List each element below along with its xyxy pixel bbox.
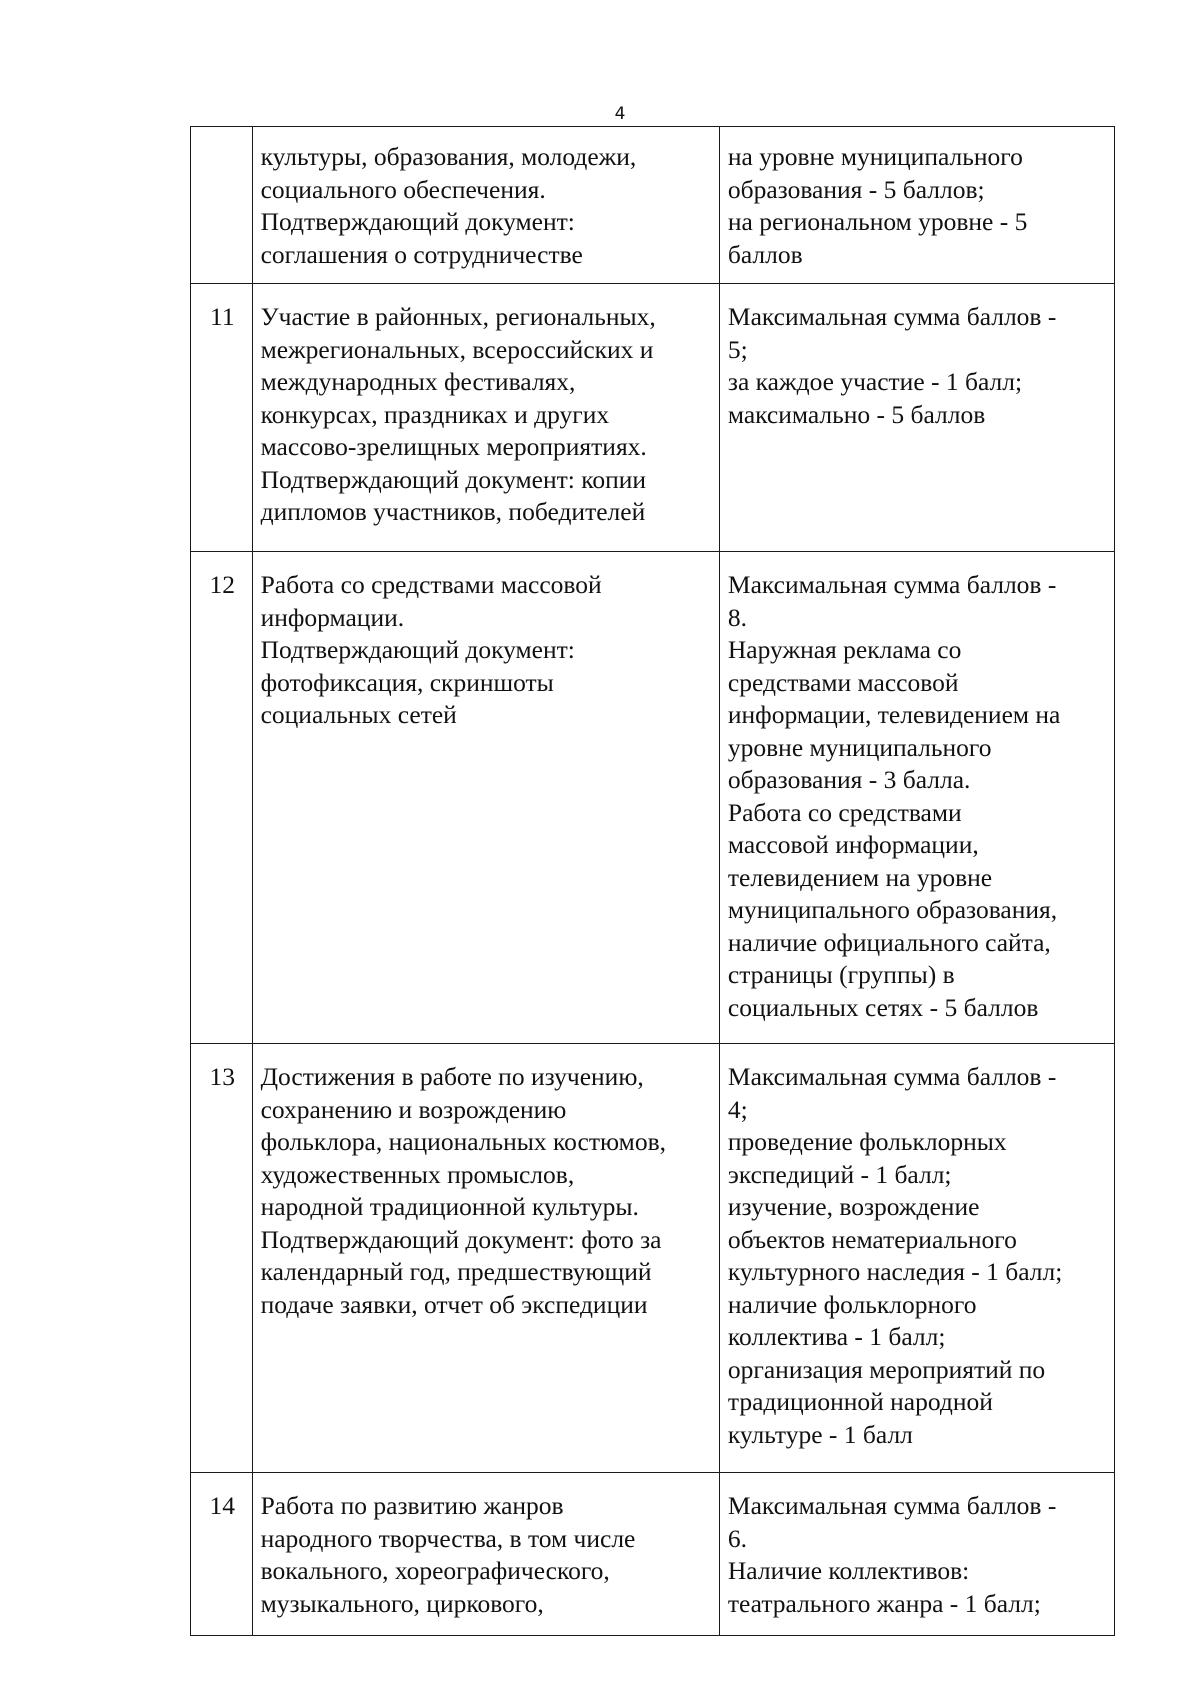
table-row [191, 552, 1115, 1044]
criterion-description: культуры, образования, молодежи, социального обеспечения. Подтверждающий документ: соглашения о сотрудничестве [252, 127, 719, 284]
scoring-rules: на уровне муниципального образования - 5 баллов; на региональном уровне - 5 баллов [719, 127, 1114, 284]
table-row [191, 1473, 1115, 1636]
criterion-description: Достижения в работе по изучению, сохранению и возрождению фольклора, национальных костюмов, художественных промыслов, народной традиционной культуры. Подтверждающий документ: фото за календарный год, предшествующий подаче заявки, отчет об экспедиции [252, 1044, 719, 1473]
criterion-description: Участие в районных, региональных, межрегиональных, всероссийских и международных фестивалях, конкурсах, праздниках и других массово-зрелищных мероприятиях. Подтверждающий документ: копии дипломов участников, победителей [252, 284, 719, 552]
criteria-table [190, 126, 1115, 1636]
row-number: 12 [191, 552, 253, 1044]
row-number [191, 127, 253, 284]
page-number: 4 [614, 104, 626, 124]
table-row [191, 284, 1115, 552]
criterion-description: Работа со средствами массовой информации. Подтверждающий документ: фотофиксация, скриншоты социальных сетей [252, 552, 719, 1044]
table-row [191, 127, 1115, 284]
table-row [191, 1044, 1115, 1473]
scoring-rules: Максимальная сумма баллов - 8. Наружная реклама со средствами массовой информации, телевидением на уровне муниципального образования - 3 балла. Работа со средствами массовой информации, телевидением на уровне муниципального образования, наличие официального сайта, страницы (группы) в социальных сетях - 5 баллов [719, 552, 1114, 1044]
row-number: 13 [191, 1044, 253, 1473]
criterion-description: Работа по развитию жанров народного творчества, в том числе вокального, хореографического, музыкального, циркового, [252, 1473, 719, 1636]
row-number: 11 [191, 284, 253, 552]
row-number: 14 [191, 1473, 253, 1636]
scoring-rules: Максимальная сумма баллов - 5; за каждое участие - 1 балл; максимально - 5 баллов [719, 284, 1114, 552]
scoring-rules: Максимальная сумма баллов - 4; проведение фольклорных экспедиций - 1 балл; изучение, возрождение объектов нематериального культурного наследия - 1 балл; наличие фольклорного коллектива - 1 балл; организация мероприятий по традиционной народной культуре - 1 балл [719, 1044, 1114, 1473]
scoring-rules: Максимальная сумма баллов - 6. Наличие коллективов: театрального жанра - 1 балл; [719, 1473, 1114, 1636]
